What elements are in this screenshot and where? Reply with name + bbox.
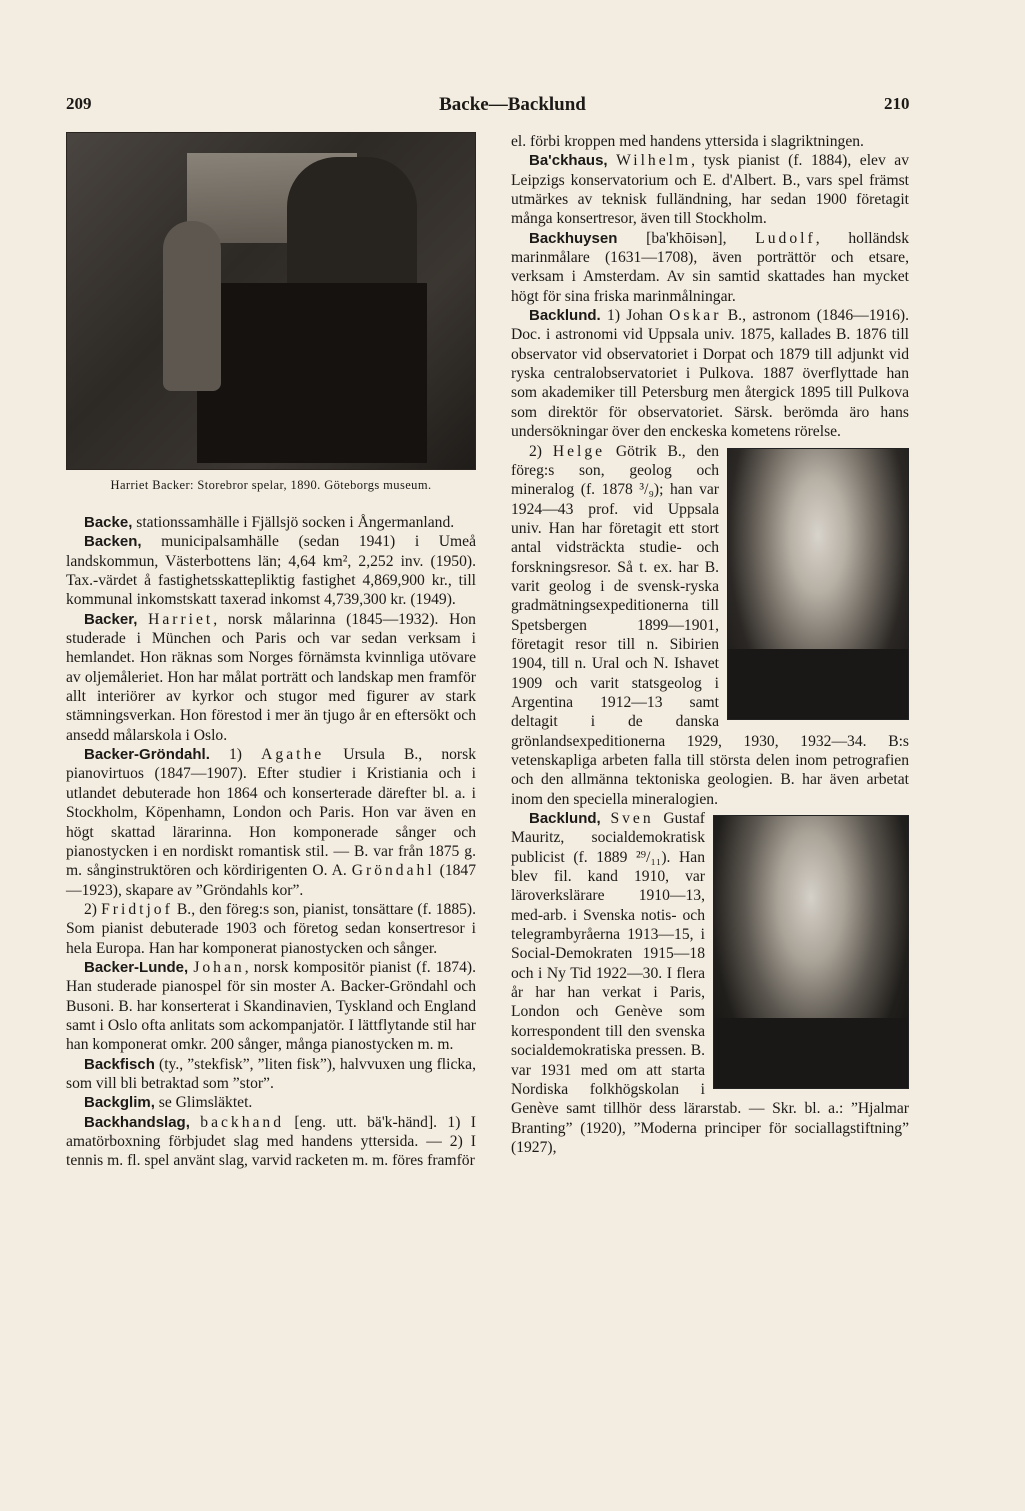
headword: Backen, (84, 533, 142, 551)
entry-text: Gustaf Mauritz, socialdemokratisk publicist (f. 1889 ²⁹/₁₁). Han blev fil. kand 1910, var läroverkslärare 1910—13, med-arb. i Svenska notis- och telegrambyråerna 1913—15, i Social-Demokraten 1915—18 och i Ny Tid 1922—30. I flera år har han verkat i Paris, London och Genève som korrespondent till den svenska socialdemokratiska pressen. B. var 1931 med om att starta Nordiska folkhögskolan i Genève samt tillhör dess lärarstab. — Skr. bl. a.: ”Hjalmar Branting” (1920), ”Moderna principer för sociallagstiftning” (1927), (511, 810, 909, 1156)
entry-backer-grondahl-2 (66, 900, 476, 958)
figure-caption: Harriet Backer: Storebror spelar, 1890. Göteborgs museum. (110, 478, 432, 492)
entry-text-2: (1847—1923), skapare av ”Gröndahls kor”. (66, 862, 477, 899)
entry-text: stationssamhälle i Fjällsjö socken i Ångermanland. (132, 514, 455, 531)
entry-backhandslag (66, 1113, 476, 1171)
entry-backer-grondahl (66, 745, 476, 900)
entry-text: B., den föreg:s son, pianist, tonsättare (f. 1885). Som pianist debuterade 1903 och företog sedan konsertresor i hela Europa. Han har komponerat pianostycken och sånger. (66, 900, 477, 957)
portrait-helge-backlund (727, 448, 909, 720)
spaced-name: Ludolf (755, 229, 816, 247)
entry-backhaus (511, 151, 909, 228)
spaced-name: Fridtjof (101, 900, 173, 918)
entry-prefix: 1) (209, 746, 262, 764)
entry-text: Ursula B., norsk pianovirtuos (1847—1907). Efter studier i Kristiania och i utlandet debuterade hon 1864 och konserterade därefter bl. a. i Stockholm, Köpenhamn, London och Paris. Hon var även en högt skattad lärarinna. Hon komponerade sånger och pianostycken i en nordiskt romantisk stil. — B. var från 1875 g. m. sånginstruktören och kördirigenten O. A. (66, 746, 476, 880)
portrait-suit (728, 649, 908, 719)
entry-text: Götrik B., den föreg:s son, geolog och mineralog (f. 1878 ³/₉); han var 1924—43 prof. vid Uppsala univ. Han har företagit ett stort antal vidsträckta studie- och forskningsresor. Så t. ex. har B. varit geolog i de svensk-ryska gradmätningsexpeditionerna till Spetsbergen 1899—1901, företagit resor till n. Sibirien 1904, till n. Ural och N. Ishavet 1909 och varit statsgeolog i Argentina 1912—13 samt deltagit i de danska grönlandsexpeditionerna 1929, 1930, 1932—34. B:s vetenskapliga arbeten falla till största delen inom petrografien och den allmänna tektoniska geologien. B. har även arbetat inom den speciella mineralogien. (511, 442, 909, 808)
entry-continuation (511, 132, 909, 151)
spaced-name: Helge (552, 442, 606, 460)
portrait-suit (714, 1018, 908, 1088)
entry-backglim (66, 1093, 476, 1112)
spaced-name: Harriet (148, 610, 214, 628)
entry-text: (ty., ”stekfisk”, ”liten fisk”), halvvuxen ung flicka, som vill bli betraktad som ”stor”. (66, 1055, 476, 1092)
entry-text: , norsk kompositör pianist (f. 1874). Han studerade pianospel för sin moster A. Backer-Gröndahl och Busoni. B. har konserterat i Skandinavien, Tyskland och England samt i Oslo ofta anlitats som ackompanjatör. I lättflytande stil har han komponerat omkr. 200 sånger, många pianostycken m. m. (66, 958, 476, 1054)
entry-text: municipalsamhälle (sedan 1941) i Umeå landskommun, Västerbottens län; 4,64 km², 2,252 inv. (1950). Tax.-värdet å fastighetsskattepliktig fastighet 4,869,900 kr., till kommunal inkomstskatt taxerad inkomst 4,739,300 kr. (1949). (66, 533, 476, 609)
painting-piano (197, 283, 427, 463)
page-number-left: 209 (66, 94, 92, 113)
entry-text: B., astronom (1846—1916). Doc. i astronomi vid Uppsala univ. 1875, kallades B. 1876 till observator vid observatoriet i Dorpat och 1879 till adjunkt vid ryska centralobservatoriet i Pulkova. 1887 överflyttade han som akademiker till Petersburg men återgick 1895 till Pulkova som direktör för observatoriet. Särsk. berömda äro hans undersökningar över den enckeska kometens rörelse. (511, 307, 909, 441)
running-title: Backe—Backlund (439, 94, 586, 115)
entry-prefix: 2) (529, 442, 553, 460)
entry-backfisch (66, 1055, 476, 1094)
pronunciation: [ba'khōisən], (617, 229, 756, 247)
entry-backlund-1 (511, 306, 909, 441)
entry-backe (66, 513, 476, 532)
entry-backer (66, 610, 476, 745)
headword: Backe, (84, 514, 133, 531)
entry-prefix: 1) Johan (600, 307, 670, 325)
entry-text: se Glimsläktet. (154, 1094, 253, 1112)
spaced-name: backhand (200, 1113, 285, 1131)
headword: Backer-Gröndahl. (84, 746, 210, 764)
entry-text: [eng. utt. bä'k-händ]. 1) I amatörboxning förbjudet slag med handens yttersida. — 2) I tennis m. fl. spel använt slag, varvid racketen m. m. föres framför (66, 1113, 476, 1170)
headword: Backlund, (529, 810, 601, 828)
headword: Backhuysen (529, 229, 618, 247)
painting-girl-figure (163, 221, 221, 391)
entry-text: , holländsk marinmålare (1631—1708), även porträttör och etsare, verksam i Amsterdam. Av sin samtid skattades han mycket högt för sina friska marinmålningar. (511, 229, 909, 305)
entry-backen (66, 532, 476, 609)
spaced-name: Johan (193, 958, 245, 976)
headword: Backfisch (84, 1055, 155, 1073)
spaced-name: Sven (610, 810, 654, 828)
entry-backlund-sven (511, 809, 909, 1157)
entry-backlund-2 (511, 442, 909, 810)
entry-backer-lunde (66, 958, 476, 1055)
entry-prefix: 2) (84, 900, 102, 918)
spaced-name: Wilhelm (616, 152, 692, 170)
spaced-name: Oskar (669, 307, 722, 325)
right-column (511, 132, 909, 1157)
entry-backhuysen (511, 229, 909, 306)
headword: Backhandslag, (84, 1113, 190, 1131)
portrait-sven-backlund (713, 815, 909, 1089)
spaced-name: Agathe (261, 746, 325, 764)
entry-text: , tysk pianist (f. 1884), elev av Leipzigs konservatorium och E. d'Albert. B., vars spel främst utmärkes av teknisk fulländning, har sedan 1900 företagit många konsertresor, även till Stockholm. (511, 152, 909, 228)
figure (66, 132, 476, 493)
page-number-right: 210 (884, 94, 910, 113)
headword: Backer, (84, 610, 138, 628)
headword: Backlund. (529, 307, 601, 325)
headword: Ba'ckhaus, (529, 152, 608, 170)
left-column (66, 132, 476, 1171)
painting-image (66, 132, 476, 470)
entry-text: , norsk målarinna (1845—1932). Hon studerade i München och Paris och var sedan verksam i hemlandet. Hon räknas som Norges förnämsta kvinnliga utövare av oljemåleriet. Hon har målat porträtt och landskap men framför allt interiörer av kyrkor och stugor med figurer av stark stämningsverkan. Hon förestod i mer än tjugo år en eftersökt och ansedd målarskola i Oslo. (66, 610, 476, 744)
page-header (0, 94, 1025, 120)
spaced-name-2: Gröndahl (351, 862, 435, 880)
headword: Backer-Lunde, (84, 958, 189, 976)
entry-text: el. förbi kroppen med handens yttersida i slagriktningen. (511, 133, 864, 150)
headword: Backglim, (84, 1094, 155, 1112)
